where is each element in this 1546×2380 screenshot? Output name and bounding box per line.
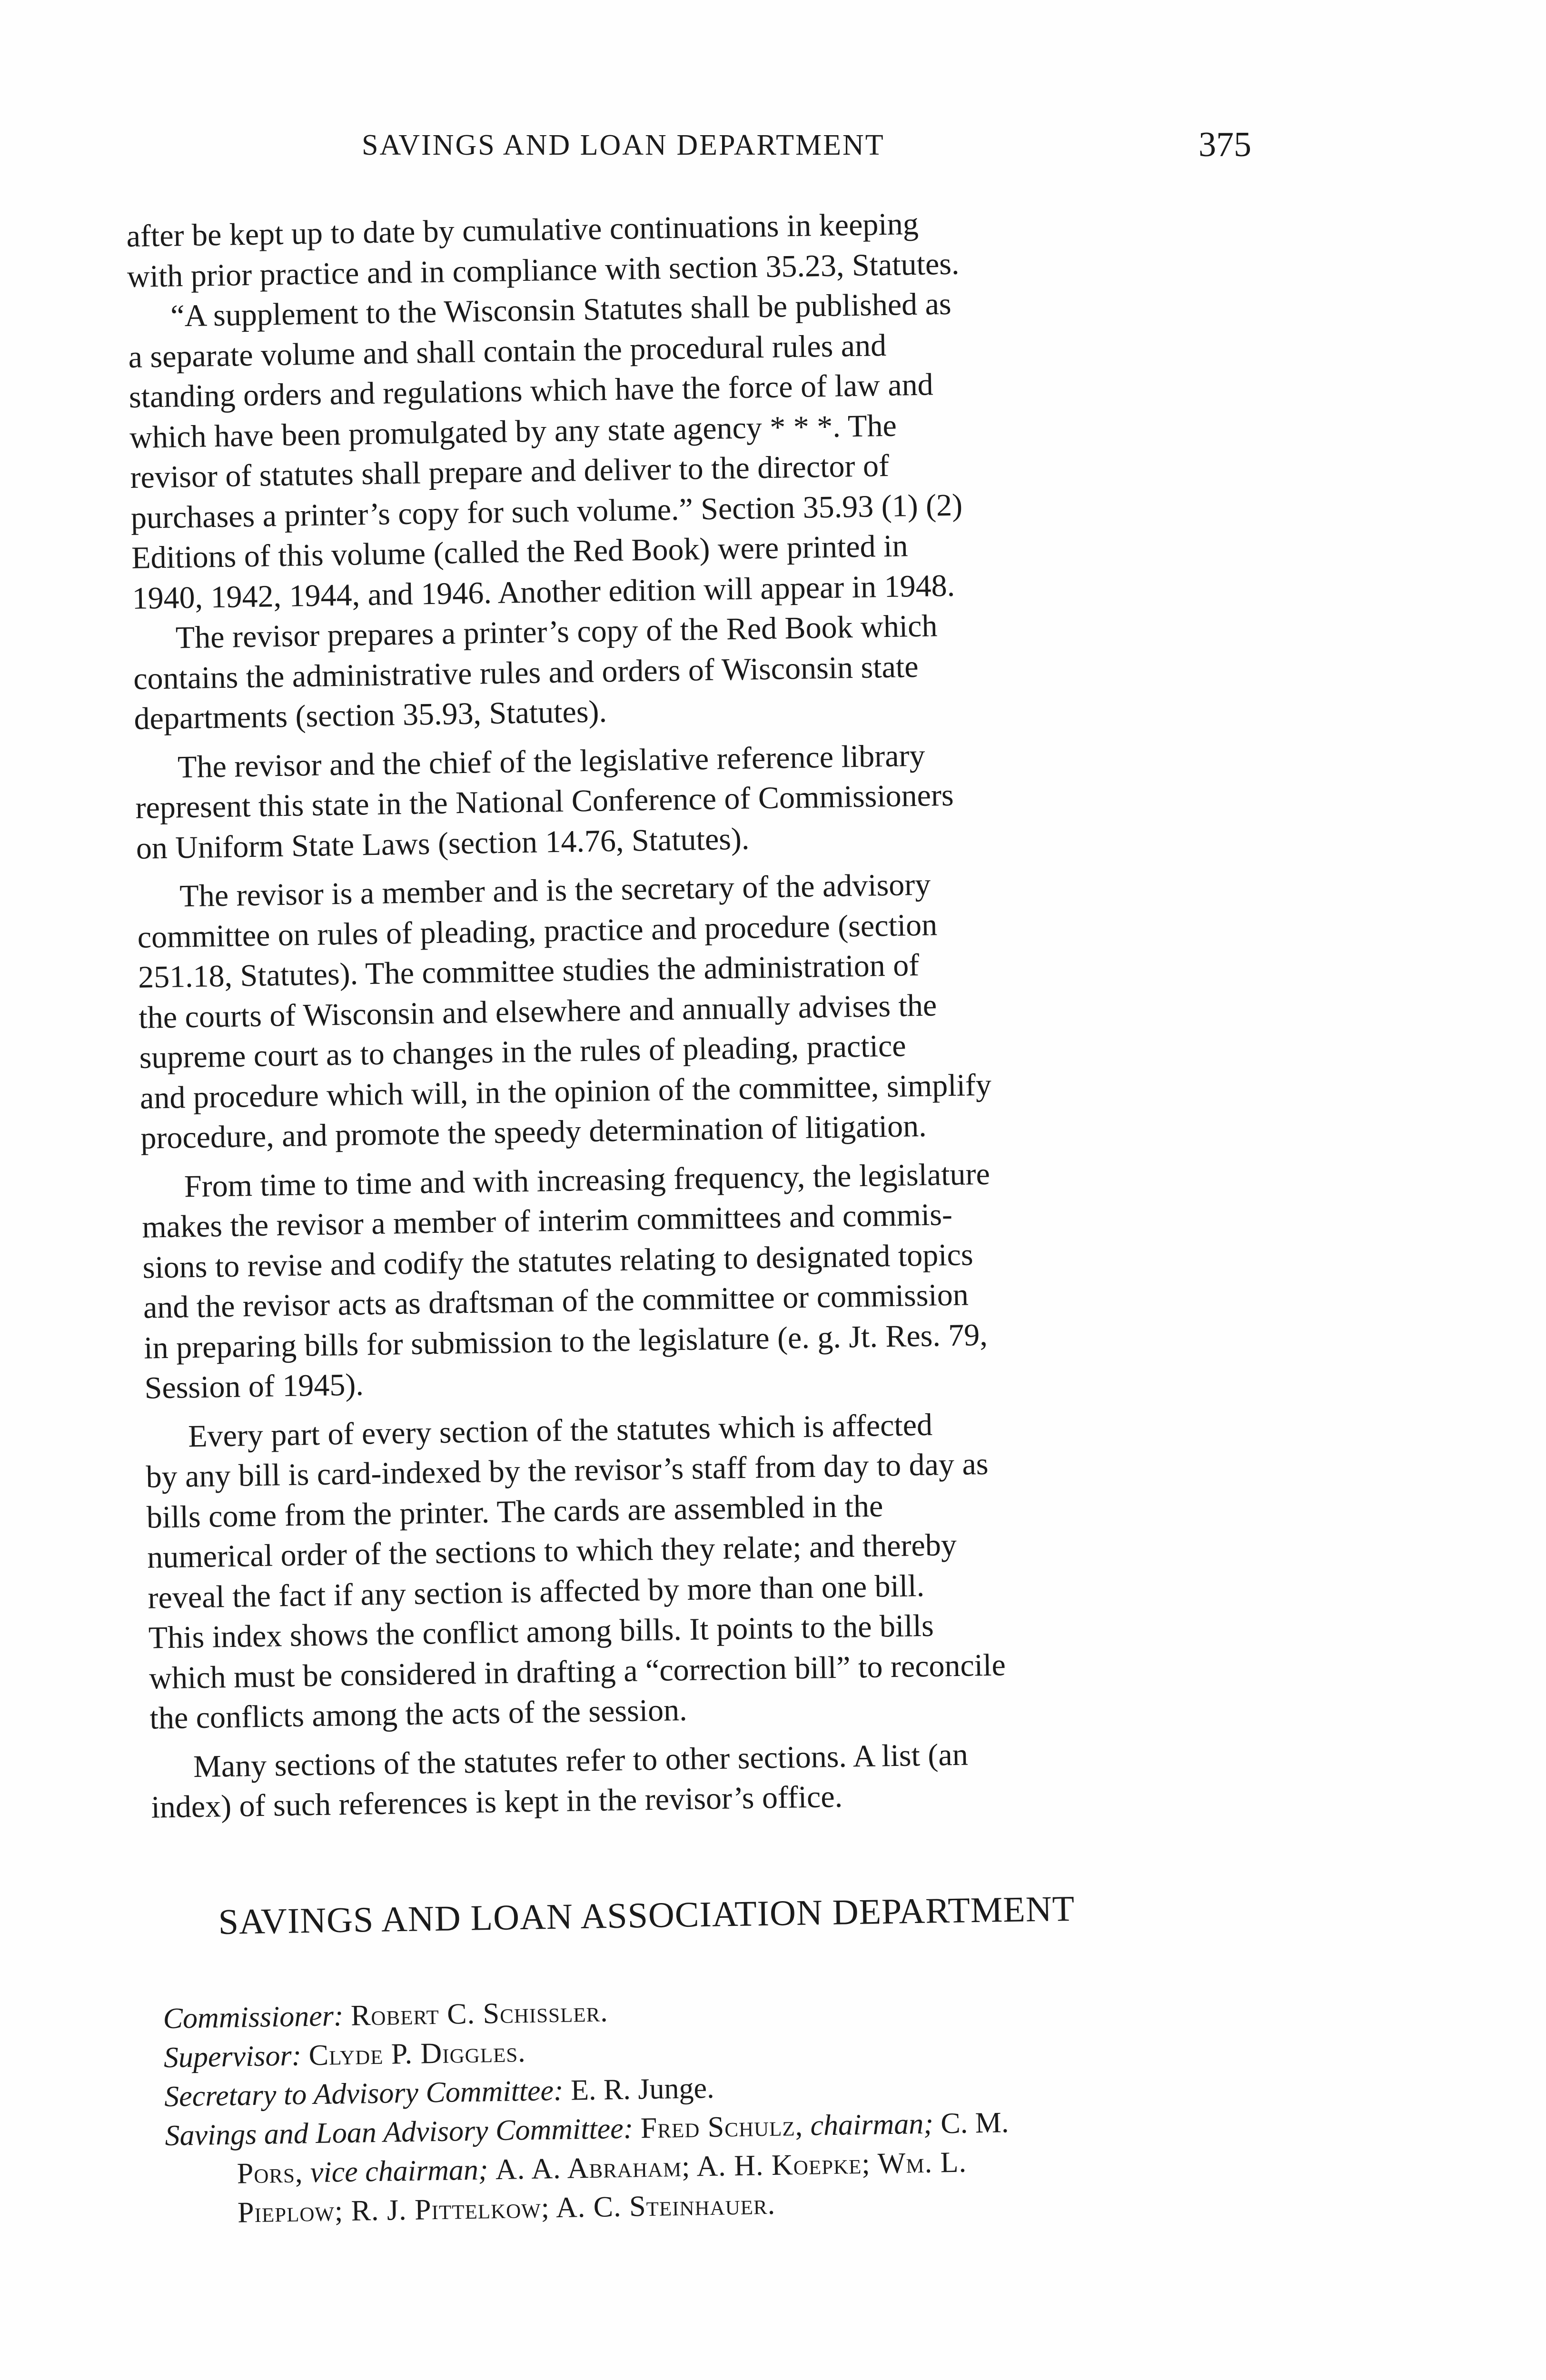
text-line: numerical order of the sections to which they relate; and thereby: [147, 1527, 957, 1575]
text-line: Every part of every section of the statutes which is affected: [188, 1407, 933, 1454]
text-line: revisor of statutes shall prepare and deliver to the director of: [130, 448, 890, 495]
text-line: reveal the fact if any section is affected by more than one bill.: [148, 1568, 925, 1616]
text-line: with prior practice and in compliance with section 35.23, Statutes.: [127, 246, 960, 294]
text-line: procedure, and promote the speedy determination of litigation.: [140, 1108, 927, 1156]
text-line: on Uniform State Laws (section 14.76, Statutes).: [136, 821, 750, 866]
text-line: the conflicts among the acts of the session.: [149, 1692, 688, 1736]
committee-chair-name: Fred Schulz,: [640, 2109, 803, 2145]
committee-role: Savings and Loan Advisory Committee:: [164, 2112, 634, 2152]
committee-member-1b: Pors,: [237, 2156, 303, 2190]
text-line: From time to time and with increasing frequency, the legislature: [184, 1156, 991, 1204]
text-line: makes the revisor a member of interim committees and commis-: [141, 1197, 953, 1245]
text-line: index) of such references is kept in the revisor’s office.: [150, 1779, 843, 1825]
committee-member-1a: C. M.: [940, 2106, 1009, 2140]
text-line: bills come from the printer. The cards are assembled in the: [146, 1488, 883, 1535]
page-number: 375: [1199, 125, 1251, 164]
staff-list: [163, 1981, 1318, 2233]
commissioner-role: Commissioner:: [163, 2000, 344, 2035]
text-line: The revisor and the chief of the legislative reference library: [177, 738, 925, 784]
text-line: departments (section 35.93, Statutes).: [134, 694, 607, 736]
text-line: supreme court as to changes in the rules of pleading, practice: [139, 1028, 907, 1075]
supervisor-role: Supervisor:: [163, 2039, 302, 2074]
text-line: represent this state in the National Conference of Commissioners: [135, 777, 954, 825]
text-line: Editions of this volume (called the Red Book) were printed in: [131, 528, 908, 575]
text-line: which have been promulgated by any state agency * * *. The: [129, 408, 897, 455]
text-line: contains the administrative rules and orders of Wisconsin state: [133, 649, 919, 696]
text-line: 251.18, Statutes). The committee studies the administration of: [138, 948, 920, 995]
running-title: SAVINGS AND LOAN DEPARTMENT: [362, 129, 885, 161]
section-heading: SAVINGS AND LOAN ASSOCIATION DEPARTMENT: [218, 1888, 1075, 1942]
text-line: the courts of Wisconsin and elsewhere and annually advises the: [138, 987, 937, 1035]
text-line: which must be considered in drafting a “correction bill” to reconcile: [149, 1647, 1006, 1696]
secretary-role: Secretary to Advisory Committee:: [164, 2074, 564, 2113]
text-line: after be kept up to date by cumulative continuations in keeping: [126, 206, 919, 254]
text-line: in preparing bills for submission to the legislature (e. g. Jt. Res. 79,: [143, 1317, 988, 1366]
committee-members-line-3: Pieplow; R. J. Pittelkow; A. C. Steinhauer.: [237, 2188, 776, 2229]
text-line: and procedure which will, in the opinion of the committee, simplify: [139, 1067, 992, 1116]
supervisor-name: Clyde P. Diggles.: [308, 2036, 526, 2072]
committee-vice-title: vice chairman;: [310, 2153, 488, 2189]
text-line: a separate volume and shall contain the procedural rules and: [128, 327, 887, 375]
text-line: Session of 1945).: [144, 1367, 364, 1406]
commissioner-name: Robert C. Schissler.: [350, 1995, 609, 2032]
text-line: “A supplement to the Wisconsin Statutes shall be published as: [170, 286, 952, 334]
secretary-name: E. R. Junge.: [570, 2072, 715, 2107]
text-line: purchases a printer’s copy for such volume.” Section 35.93 (1) (2): [130, 487, 963, 536]
committee-chair-title: chairman;: [810, 2107, 934, 2142]
text-line: Many sections of the statutes refer to other sections. A list (an: [193, 1737, 969, 1784]
text-line: The revisor is a member and is the secretary of the advisory: [179, 867, 931, 914]
text-line: The revisor prepares a printer’s copy of the Red Book which: [175, 608, 938, 655]
text-line: committee on rules of pleading, practice and procedure (section: [137, 907, 938, 955]
text-line: standing orders and regulations which have the force of law and: [129, 367, 934, 415]
text-line: This index shows the conflict among bills. It points to the bills: [148, 1608, 934, 1656]
committee-members-line-2: A. A. Abraham; A. H. Koepke; Wm. L.: [495, 2146, 967, 2186]
text-line: sions to revise and codify the statutes relating to designated topics: [142, 1237, 973, 1285]
text-line: 1940, 1942, 1944, and 1946. Another edition will appear in 1948.: [132, 568, 955, 616]
body-text: [126, 198, 1310, 1828]
text-line: by any bill is card-indexed by the revisor’s staff from day to day as: [146, 1446, 989, 1495]
text-line: and the revisor acts as draftsman of the committee or commission: [143, 1277, 969, 1325]
